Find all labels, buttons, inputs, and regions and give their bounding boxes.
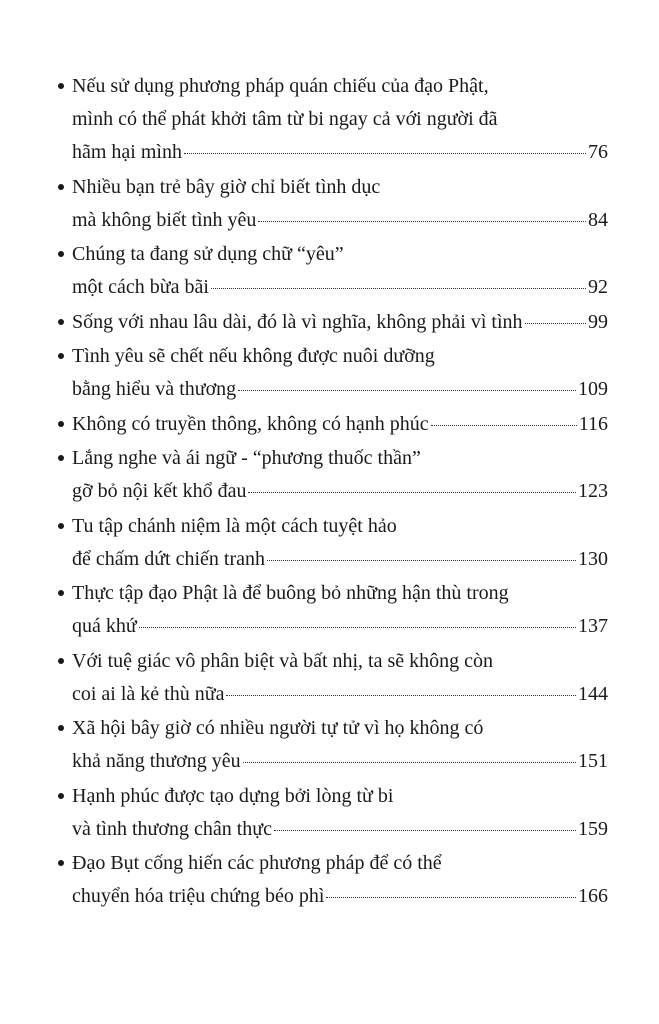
toc-entry-line — [72, 408, 608, 441]
page-number: 144 — [578, 682, 608, 705]
toc-entry-title-text: Đạo Bụt cống hiến các phương pháp để có thể — [72, 852, 442, 874]
toc-entry-title-text: Với tuệ giác vô phân biệt và bất nhị, ta sẽ không còn — [72, 649, 494, 672]
toc-entry-title-text: chuyển hóa triệu chứng béo phì — [72, 885, 325, 907]
bullet-icon — [58, 725, 64, 731]
toc-entry-line — [72, 171, 608, 204]
bullet-icon — [58, 793, 64, 799]
toc-entry-title-text: Nếu sử dụng phương pháp quán chiếu của đạo Phật, — [72, 75, 489, 97]
dot-leader — [139, 627, 576, 628]
toc-entry-title-text: Không có truyền thông, không có hạnh phúc — [72, 412, 429, 435]
table-of-contents — [58, 70, 608, 915]
toc-entry — [58, 510, 608, 576]
toc-entry-title-text: Tu tập chánh niệm là một cách tuyệt hảo — [72, 514, 397, 537]
bullet-icon — [58, 455, 64, 461]
toc-entry-title-text: Tình yêu sẽ chết nếu không được nuôi dưỡng — [72, 345, 435, 367]
toc-entry-line — [72, 510, 608, 543]
toc-entry-line — [72, 70, 608, 103]
page-number: 159 — [578, 817, 608, 840]
dot-leader — [211, 288, 586, 289]
toc-entry-title-text: hãm hại mình — [72, 141, 182, 163]
toc-entry — [58, 847, 608, 913]
toc-entry — [58, 340, 608, 406]
toc-entry-line — [72, 543, 608, 576]
bullet-icon — [58, 421, 64, 427]
toc-entry-line — [72, 271, 608, 304]
toc-entry-line — [72, 745, 608, 778]
toc-entry-title-text: Xã hội bây giờ có nhiều người tự tử vì họ không có — [72, 717, 484, 739]
bullet-icon — [58, 184, 64, 190]
dot-leader — [258, 221, 586, 222]
toc-entry-line — [72, 442, 608, 475]
toc-entry-line — [72, 780, 608, 813]
bullet-icon — [58, 523, 64, 529]
page-number: 123 — [578, 480, 608, 502]
dot-leader — [267, 560, 576, 561]
dot-leader — [243, 762, 576, 763]
toc-entry-title-text: Sống với nhau lâu dài, đó là vì nghĩa, không phải vì tình — [72, 310, 523, 333]
toc-entry-line — [72, 340, 608, 373]
toc-entry-title-text: quá khứ — [72, 615, 137, 637]
toc-entry-line — [72, 880, 608, 913]
toc-entry — [58, 577, 608, 643]
toc-entry — [58, 238, 608, 304]
toc-entry-title-text: coi ai là kẻ thù nữa — [72, 682, 225, 705]
toc-entry-line — [72, 204, 608, 237]
bullet-icon — [58, 83, 64, 89]
toc-entry-title-text: mà không biết tình yêu — [72, 208, 257, 231]
toc-entry — [58, 70, 608, 169]
dot-leader — [274, 830, 576, 831]
bullet-icon — [58, 319, 64, 325]
page-number: 130 — [578, 547, 608, 570]
toc-entry-title-text: và tình thương chân thực — [72, 817, 272, 840]
toc-entry-line — [72, 306, 608, 339]
page-number: 92 — [588, 276, 608, 298]
dot-leader — [238, 390, 576, 391]
toc-entry — [58, 171, 608, 237]
toc-entry-line — [72, 847, 608, 880]
dot-leader — [326, 897, 576, 898]
toc-entry-line — [72, 610, 608, 643]
bullet-icon — [58, 860, 64, 866]
toc-entry — [58, 306, 608, 339]
toc-entry-line — [72, 645, 608, 678]
toc-entry-line — [72, 103, 608, 136]
toc-entry-line — [72, 238, 608, 271]
toc-entry-title-text: Lắng nghe và ái ngữ - “phương thuốc thần” — [72, 447, 421, 469]
toc-entry — [58, 712, 608, 778]
dot-leader — [226, 695, 576, 696]
toc-entry-line — [72, 475, 608, 508]
dot-leader — [525, 323, 586, 324]
dot-leader — [431, 425, 577, 426]
toc-entry — [58, 442, 608, 508]
page-number: 76 — [588, 141, 608, 163]
bullet-icon — [58, 658, 64, 664]
toc-entry-line — [72, 577, 608, 610]
toc-entry-title-text: để chấm dứt chiến tranh — [72, 547, 265, 570]
page-number: 109 — [578, 378, 608, 400]
toc-entry-title-text: gỡ bỏ nội kết khổ đau — [72, 480, 247, 502]
toc-entry — [58, 780, 608, 846]
toc-entry — [58, 645, 608, 711]
toc-entry-title-text: mình có thể phát khởi tâm từ bi ngay cả với người đã — [72, 108, 498, 130]
dot-leader — [248, 492, 576, 493]
toc-entry-line — [72, 813, 608, 846]
toc-entry-line — [72, 712, 608, 745]
toc-entry-title-text: khả năng thương yêu — [72, 750, 241, 772]
bullet-icon — [58, 590, 64, 596]
toc-entry-title-text: Nhiều bạn trẻ bây giờ chỉ biết tình dục — [72, 175, 381, 198]
toc-entry-title-text: Chúng ta đang sử dụng chữ “yêu” — [72, 243, 344, 265]
toc-entry-line — [72, 136, 608, 169]
toc-entry-line — [72, 678, 608, 711]
page-number: 137 — [578, 615, 608, 637]
toc-entry-line — [72, 373, 608, 406]
page-number: 116 — [578, 412, 608, 435]
toc-entry — [58, 408, 608, 441]
bullet-icon — [58, 251, 64, 257]
page-number: 166 — [578, 885, 608, 907]
toc-entry-title-text: Thực tập đạo Phật là để buông bỏ những hận thù trong — [72, 582, 509, 604]
toc-entry-title-text: bằng hiểu và thương — [72, 378, 237, 400]
page-number: 151 — [578, 750, 608, 772]
page-number: 99 — [588, 310, 608, 333]
toc-entry-title-text: Hạnh phúc được tạo dựng bởi lòng từ bi — [72, 784, 394, 807]
bullet-icon — [58, 353, 64, 359]
page-number: 84 — [588, 208, 608, 231]
toc-entry-title-text: một cách bừa bãi — [72, 276, 209, 298]
dot-leader — [184, 153, 586, 154]
